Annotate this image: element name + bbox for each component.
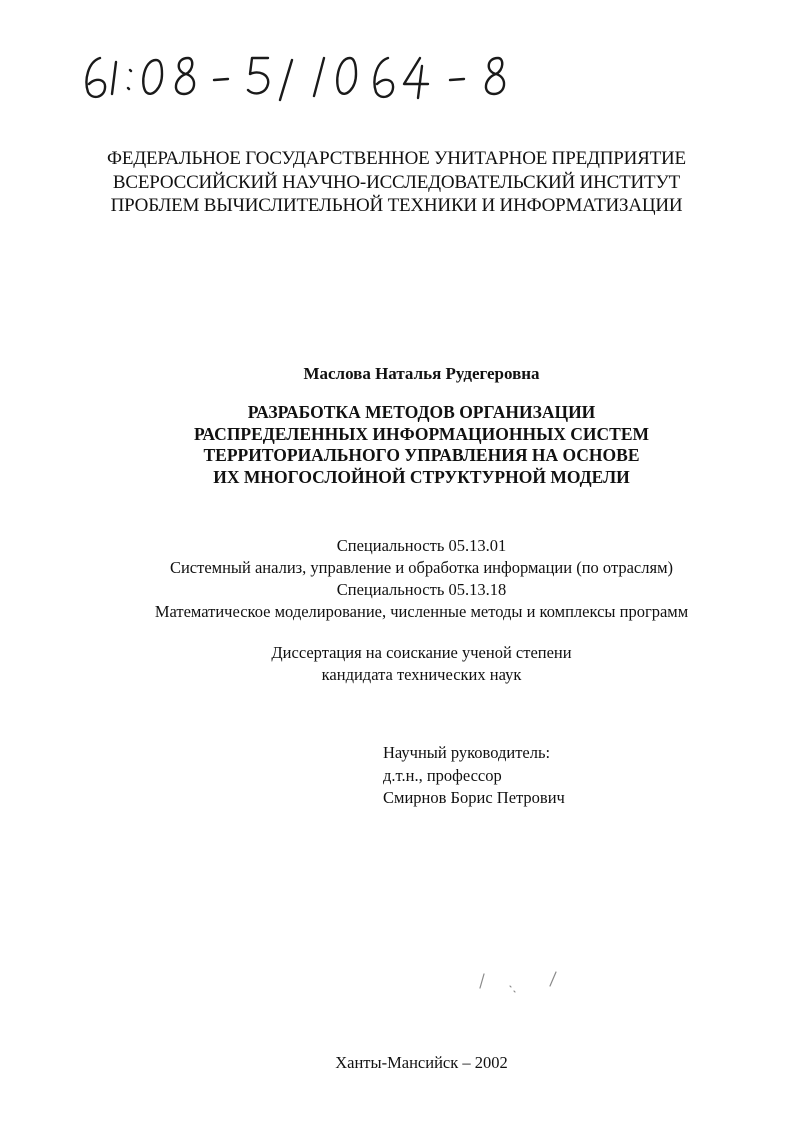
organization-block xyxy=(0,147,793,218)
specialty-name: Математическое моделирование, численные методы и комплексы программ xyxy=(154,602,689,621)
advisor-label: Научный руководитель: xyxy=(383,743,551,762)
title-line: РАЗРАБОТКА МЕТОДОВ ОРГАНИЗАЦИИ xyxy=(247,402,596,422)
specialty-name: Системный анализ, управление и обработка информации (по отраслям) xyxy=(169,558,674,577)
advisor-block xyxy=(383,742,565,810)
specialties-block xyxy=(0,535,793,623)
degree-line: Диссертация на соискание ученой степени xyxy=(271,643,572,662)
specialty-code: Специальность 05.13.01 xyxy=(336,536,507,555)
title-line: ТЕРРИТОРИАЛЬНОГО УПРАВЛЕНИЯ НА ОСНОВЕ xyxy=(203,445,640,465)
advisor-title: д.т.н., профессор xyxy=(383,765,502,785)
city-year: Ханты-Мансийск – 2002 xyxy=(335,1053,508,1072)
degree-block xyxy=(0,642,793,686)
author-name: Маслова Наталья Рудегеровна xyxy=(303,364,540,383)
degree-line: кандидата технических наук xyxy=(321,665,522,684)
advisor-name: Смирнов Борис Петрович xyxy=(383,788,565,807)
organization-line: ПРОБЛЕМ ВЫЧИСЛИТЕЛЬНОЙ ТЕХНИКИ И ИНФОРМАТИЗАЦИИ xyxy=(110,195,683,216)
signature-marks xyxy=(476,968,566,996)
organization-line: ВСЕРОССИЙСКИЙ НАУЧНО-ИССЛЕДОВАТЕЛЬСКИЙ ИНСТИТУТ xyxy=(112,171,681,193)
dissertation-title xyxy=(0,402,793,488)
title-line: РАСПРЕДЕЛЕННЫХ ИНФОРМАЦИОННЫХ СИСТЕМ xyxy=(193,423,650,444)
organization-line: ФЕДЕРАЛЬНОЕ ГОСУДАРСТВЕННОЕ УНИТАРНОЕ ПРЕДПРИЯТИЕ xyxy=(107,148,686,169)
title-line: ИХ МНОГОСЛОЙНОЙ СТРУКТУРНОЙ МОДЕЛИ xyxy=(213,466,630,487)
specialty-code: Специальность 05.13.18 xyxy=(336,580,507,599)
handwritten-catalogue-code xyxy=(78,46,538,106)
